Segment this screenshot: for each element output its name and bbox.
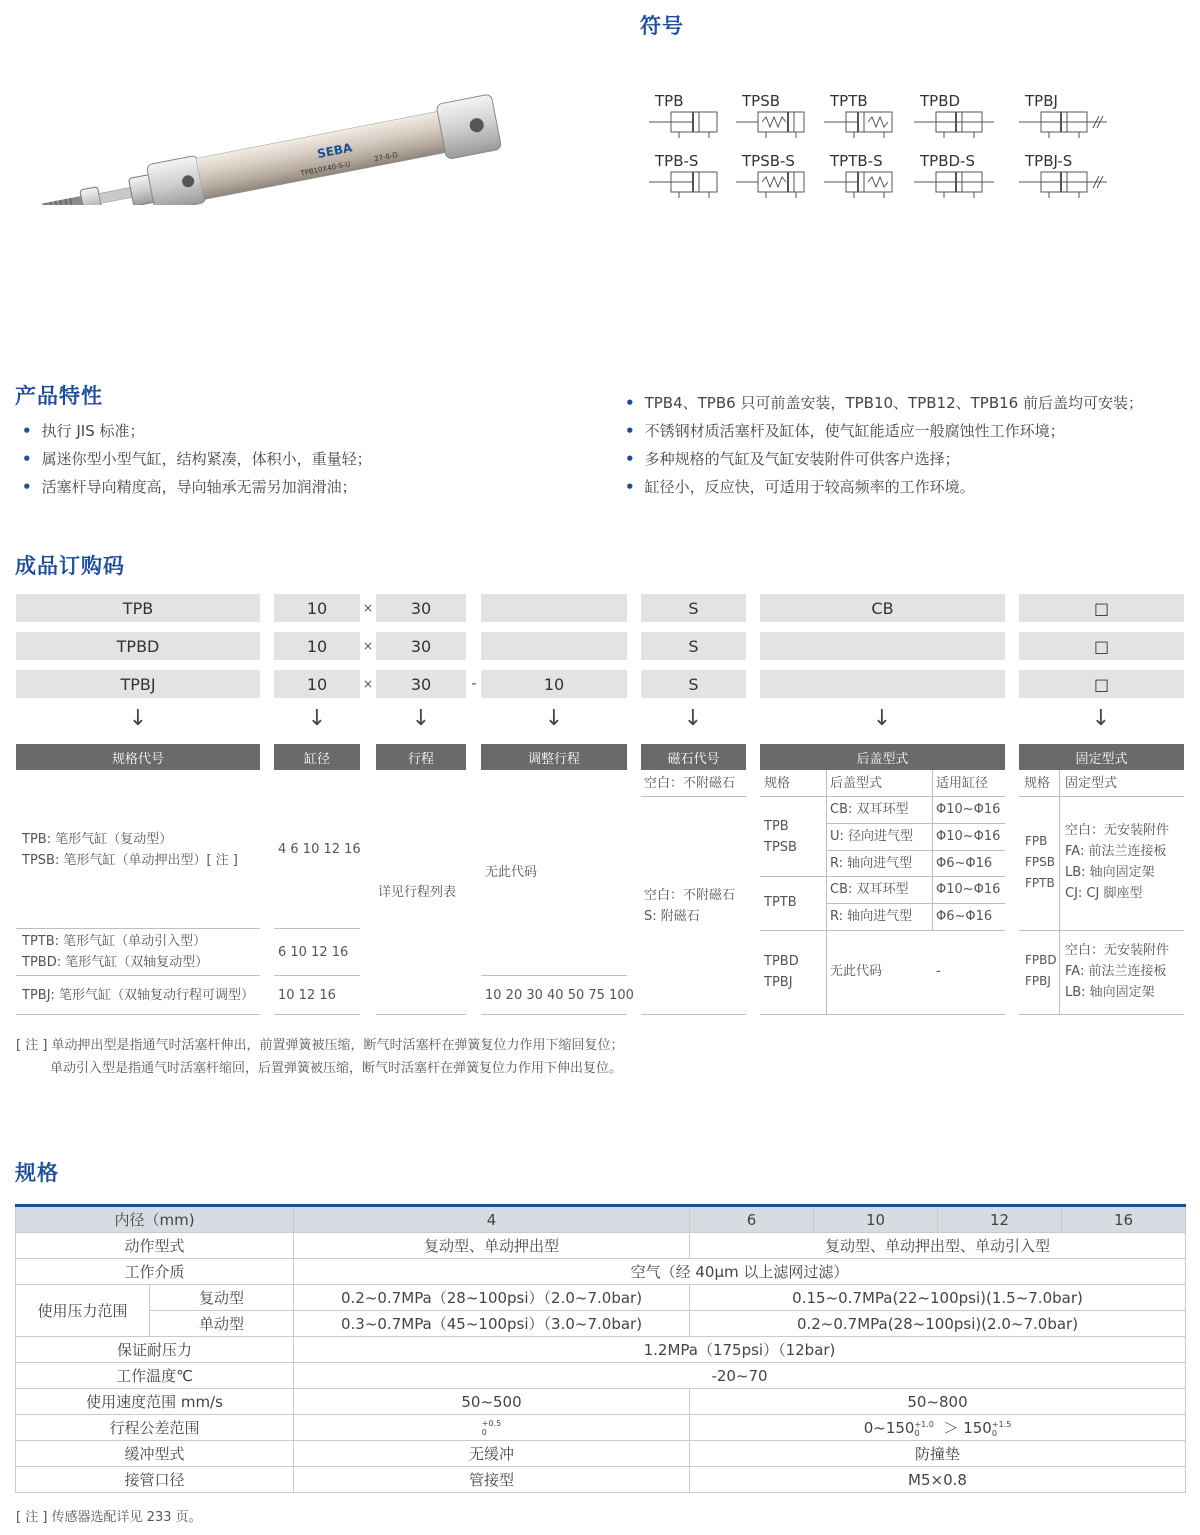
cylinder-symbol-icon — [914, 110, 1006, 140]
spec-row-speed — [16, 1389, 1186, 1415]
spec-row-action — [16, 1233, 1186, 1259]
cylinder-symbol-icon — [1019, 110, 1111, 140]
cover-bore-cb-2: Φ10~Φ16 — [936, 882, 1001, 897]
cover-sub-bore: 适用缸径 — [936, 776, 989, 791]
header-mount: 固定型式 — [1019, 744, 1184, 770]
code-model: TPBJ — [16, 670, 260, 698]
spec-value: 1.2MPa（175psi）（12bar) — [294, 1337, 1186, 1363]
arrow-down-icon: ↓ — [307, 706, 327, 731]
spec-value: 0.15~0.7MPa(22~100psi)(1.5~7.0bar) — [690, 1285, 1186, 1311]
adjust-desc-none: 无此代码 — [485, 865, 538, 880]
bore-desc-3: 10 12 16 — [278, 988, 336, 1003]
cover-sub-type: 后盖型式 — [830, 776, 883, 791]
svg-text:TPB10X40-S-U: TPB10X40-S-U — [299, 160, 352, 178]
spec-value: +0.5 0 — [294, 1415, 690, 1441]
spec-row-port — [16, 1467, 1186, 1493]
code-bore: 10 — [274, 632, 360, 660]
spec-value: 复动型、单动押出型、单动引入型 — [690, 1233, 1186, 1259]
symbol-label: TPSB-S — [742, 152, 795, 170]
code-times: × — [362, 639, 374, 653]
arrow-down-icon: ↓ — [683, 706, 703, 731]
spec-label: 保证耐压力 — [16, 1337, 294, 1363]
spec-value: 防撞垫 — [690, 1441, 1186, 1467]
feature-left-3: • 活塞杆导向精度高，导向轴承无需另加润滑油； — [22, 478, 357, 496]
cylinder-symbol-icon — [736, 110, 828, 140]
code-cover — [760, 670, 1005, 698]
spec-label: 行程公差范围 — [16, 1415, 294, 1441]
magnet-desc-b: S: 附磁石 — [644, 909, 700, 924]
symbol-label: TPBJ — [1025, 92, 1058, 110]
header-model: 规格代号 — [16, 744, 260, 770]
spec-row-medium — [16, 1259, 1186, 1285]
svg-text:SEBA: SEBA — [315, 140, 354, 162]
mount-sub-type: 固定型式 — [1065, 776, 1118, 791]
code-bore: 10 — [274, 670, 360, 698]
symbol-tpb — [649, 92, 749, 144]
cylinder-symbol-icon — [649, 110, 741, 140]
spec-bore: 12 — [938, 1206, 1062, 1233]
code-magnet: S — [641, 594, 746, 622]
cylinder-symbol-icon — [824, 110, 916, 140]
mount-type-g1: 空白：无安装附件 FA: 前法兰连接板 LB: 轴向固定架 CJ: CJ 脚座型 — [1065, 823, 1170, 901]
spec-note: [ 注 ] 传感器选配详见 233 页。 — [16, 1510, 202, 1525]
order-note-2: 单动引入型是指通气时活塞杆缩回，后置弹簧被压缩，断气时活塞杆在弹簧复位力作用下伸出复位。 — [50, 1061, 623, 1076]
cover-bore-cb: Φ10~Φ16 — [936, 802, 1001, 817]
spec-row-pressure-single — [16, 1311, 1186, 1337]
cover-spec-tpbj: TPBJ — [764, 975, 793, 990]
code-stroke: 30 — [376, 670, 466, 698]
header-cover: 后盖型式 — [760, 744, 1005, 770]
cover-type-r: R: 轴向进气型 — [830, 856, 913, 871]
spec-label: 使用速度范围 mm/s — [16, 1389, 294, 1415]
spec-value: 50~800 — [690, 1389, 1186, 1415]
feature-left-1: • 执行 JIS 标准； — [22, 422, 145, 440]
code-bore: 10 — [274, 594, 360, 622]
spec-value: 0~150+1.0 0 ＞ 150+1.5 0 — [690, 1415, 1186, 1441]
feature-right-2: • 不锈钢材质活塞杆及缸体，使气缸能适应一般腐蚀性工作环境； — [625, 422, 1065, 440]
code-model: TPBD — [16, 632, 260, 660]
cover-type-u: U: 径向进气型 — [830, 829, 914, 844]
code-magnet: S — [641, 670, 746, 698]
spec-value: M5×0.8 — [690, 1467, 1186, 1493]
symbol-label: TPTB — [830, 92, 868, 110]
symbol-tpbj-s — [1019, 152, 1119, 204]
cylinder-symbol-icon — [824, 170, 916, 200]
features-title: 产品特性 — [15, 384, 103, 408]
cover-sub-spec: 规格 — [764, 776, 791, 791]
code-cover — [760, 632, 1005, 660]
header-stroke: 行程 — [376, 744, 466, 770]
code-adjust — [481, 632, 627, 660]
symbol-tpbd-s — [914, 152, 1014, 204]
spec-value: 无缓冲 — [294, 1441, 690, 1467]
spec-label: 内径（mm) — [16, 1206, 294, 1233]
code-stroke: 30 — [376, 632, 466, 660]
spec-row-proof — [16, 1337, 1186, 1363]
symbol-tpbj — [1019, 92, 1119, 144]
cylinder-symbol-icon — [914, 170, 1006, 200]
spec-label: 工作介质 — [16, 1259, 294, 1285]
code-mount: □ — [1019, 594, 1184, 622]
spec-bore: 4 — [294, 1206, 690, 1233]
magnet-desc-top: 空白：不附磁石 — [644, 776, 736, 791]
cover-spec-tpbd: TPBD — [764, 954, 799, 969]
spec-row-tolerance — [16, 1415, 1186, 1441]
arrow-down-icon: ↓ — [872, 706, 892, 731]
code-dash: - — [471, 674, 477, 692]
cover-bore-r: Φ6~Φ16 — [936, 856, 993, 871]
symbol-label: TPSB — [742, 92, 781, 110]
symbol-tptb-s — [824, 152, 924, 204]
code-times: × — [362, 677, 374, 691]
spec-bore: 10 — [814, 1206, 938, 1233]
adjust-desc-values: 10 20 30 40 50 75 100 — [485, 988, 634, 1003]
spec-value: 管接型 — [294, 1467, 690, 1493]
order-note-1: [ 注 ] 单动押出型是指通气时活塞杆伸出，前置弹簧被压缩，断气时活塞杆在弹簧复位力作用下缩回复位； — [16, 1038, 624, 1053]
mount-type-g2: 空白：无安装附件 FA: 前法兰连接板 LB: 轴向固定架 — [1065, 943, 1170, 1000]
code-adjust: 10 — [481, 670, 627, 698]
feature-right-1: • TPB4、TPB6 只可前盖安装，TPB10、TPB12、TPB16 前后盖均可安装； — [625, 394, 1143, 412]
spec-title: 规格 — [15, 1161, 59, 1185]
product-image — [25, 90, 505, 205]
arrow-down-icon: ↓ — [544, 706, 564, 731]
code-magnet: S — [641, 632, 746, 660]
spec-bore: 6 — [690, 1206, 814, 1233]
header-magnet: 磁石代号 — [641, 744, 746, 770]
model-desc-tpbd: TPBD: 笔形气缸（双轴复动型） — [22, 955, 209, 970]
spec-value: -20~70 — [294, 1363, 1186, 1389]
cylinder-symbol-icon — [649, 170, 741, 200]
arrow-down-icon: ↓ — [411, 706, 431, 731]
spec-sublabel: 单动型 — [150, 1311, 294, 1337]
stroke-desc: 详见行程列表 — [378, 885, 457, 900]
magnet-desc-a: 空白：不附磁石 — [644, 888, 736, 903]
arrow-down-icon: ↓ — [128, 706, 148, 731]
cover-bore-u: Φ10~Φ16 — [936, 829, 1001, 844]
symbol-label: TPBJ-S — [1025, 152, 1073, 170]
spec-bore: 16 — [1062, 1206, 1186, 1233]
model-desc-tpsb: TPSB: 笔形气缸（单动押出型）[ 注 ] — [22, 853, 238, 868]
symbol-label: TPTB-S — [830, 152, 883, 170]
header-bore: 缸径 — [274, 744, 360, 770]
symbol-tptb — [824, 92, 924, 144]
order-code-title: 成品订购码 — [15, 554, 125, 578]
cylinder-symbol-icon — [736, 170, 828, 200]
spec-value: 0.2~0.7MPa（28~100psi）（2.0~7.0bar) — [294, 1285, 690, 1311]
bore-desc-2: 6 10 12 16 — [278, 945, 349, 960]
symbol-label: TPBD-S — [920, 152, 975, 170]
code-stroke: 30 — [376, 594, 466, 622]
symbol-label: TPB — [655, 92, 684, 110]
spec-row-bore — [16, 1206, 1186, 1233]
symbol-label: TPBD — [920, 92, 961, 110]
cover-spec-tpsb: TPSB — [764, 840, 797, 855]
feature-left-2: • 属迷你型小型气缸，结构紧凑，体积小，重量轻； — [22, 450, 372, 468]
cover-type-r-2: R: 轴向进气型 — [830, 909, 913, 924]
spec-row-pressure-double — [16, 1285, 1186, 1311]
header-adjust: 调整行程 — [481, 744, 627, 770]
feature-right-4: • 缸径小，反应快，可适用于较高频率的工作环境。 — [625, 478, 975, 496]
code-cover: CB — [760, 594, 1005, 622]
mount-sub-spec: 规格 — [1024, 776, 1051, 791]
code-times: × — [362, 601, 374, 615]
spec-value: 空气（经 40μm 以上滤网过滤） — [294, 1259, 1186, 1285]
spec-sublabel: 复动型 — [150, 1285, 294, 1311]
symbol-tpb-s — [649, 152, 749, 204]
code-model: TPB — [16, 594, 260, 622]
symbol-tpsb — [736, 92, 836, 144]
cover-type-cb: CB: 双耳环型 — [830, 802, 909, 817]
spec-label: 使用压力范围 — [16, 1285, 150, 1337]
cover-spec-tptb: TPTB — [764, 895, 797, 910]
code-mount: □ — [1019, 632, 1184, 660]
spec-value: 0.2~0.7MPa(28~100psi)(2.0~7.0bar) — [690, 1311, 1186, 1337]
spec-row-temp — [16, 1363, 1186, 1389]
spec-label: 接管口径 — [16, 1467, 294, 1493]
bore-desc-1: 4 6 10 12 16 — [278, 842, 361, 857]
spec-table — [15, 1204, 1186, 1493]
svg-text:27-8-D: 27-8-D — [373, 150, 399, 164]
cover-spec-tpb: TPB — [764, 819, 789, 834]
symbol-label: TPB-S — [655, 152, 699, 170]
model-desc-tpb: TPB: 笔形气缸（复动型） — [22, 832, 173, 847]
spec-label: 工作温度℃ — [16, 1363, 294, 1389]
mount-spec-g1: FPB FPSB FPTB — [1025, 834, 1055, 890]
symbol-tpbd — [914, 92, 1014, 144]
spec-label: 动作型式 — [16, 1233, 294, 1259]
spec-row-cushion — [16, 1441, 1186, 1467]
cylinder-symbol-icon — [1019, 170, 1111, 200]
spec-value: 50~500 — [294, 1389, 690, 1415]
symbol-tpsb-s — [736, 152, 836, 204]
code-mount: □ — [1019, 670, 1184, 698]
arrow-down-icon: ↓ — [1091, 706, 1111, 731]
mount-spec-g2: FPBD FPBJ — [1025, 953, 1057, 988]
cover-type-none: 无此代码 — [830, 964, 883, 979]
cover-type-cb-2: CB: 双耳环型 — [830, 882, 909, 897]
model-desc-tpbj: TPBJ: 笔形气缸（双轴复动行程可调型） — [22, 988, 255, 1003]
symbols-title: 符号 — [640, 14, 684, 38]
spec-value: 复动型、单动押出型 — [294, 1233, 690, 1259]
code-adjust — [481, 594, 627, 622]
cover-bore-r-2: Φ6~Φ16 — [936, 909, 993, 924]
spec-label: 缓冲型式 — [16, 1441, 294, 1467]
spec-value: 0.3~0.7MPa（45~100psi）（3.0~7.0bar) — [294, 1311, 690, 1337]
model-desc-tptb: TPTB: 笔形气缸（单动引入型） — [22, 934, 207, 949]
cover-bore-none: - — [936, 964, 941, 979]
feature-right-3: • 多种规格的气缸及气缸安装附件可供客户选择； — [625, 450, 960, 468]
